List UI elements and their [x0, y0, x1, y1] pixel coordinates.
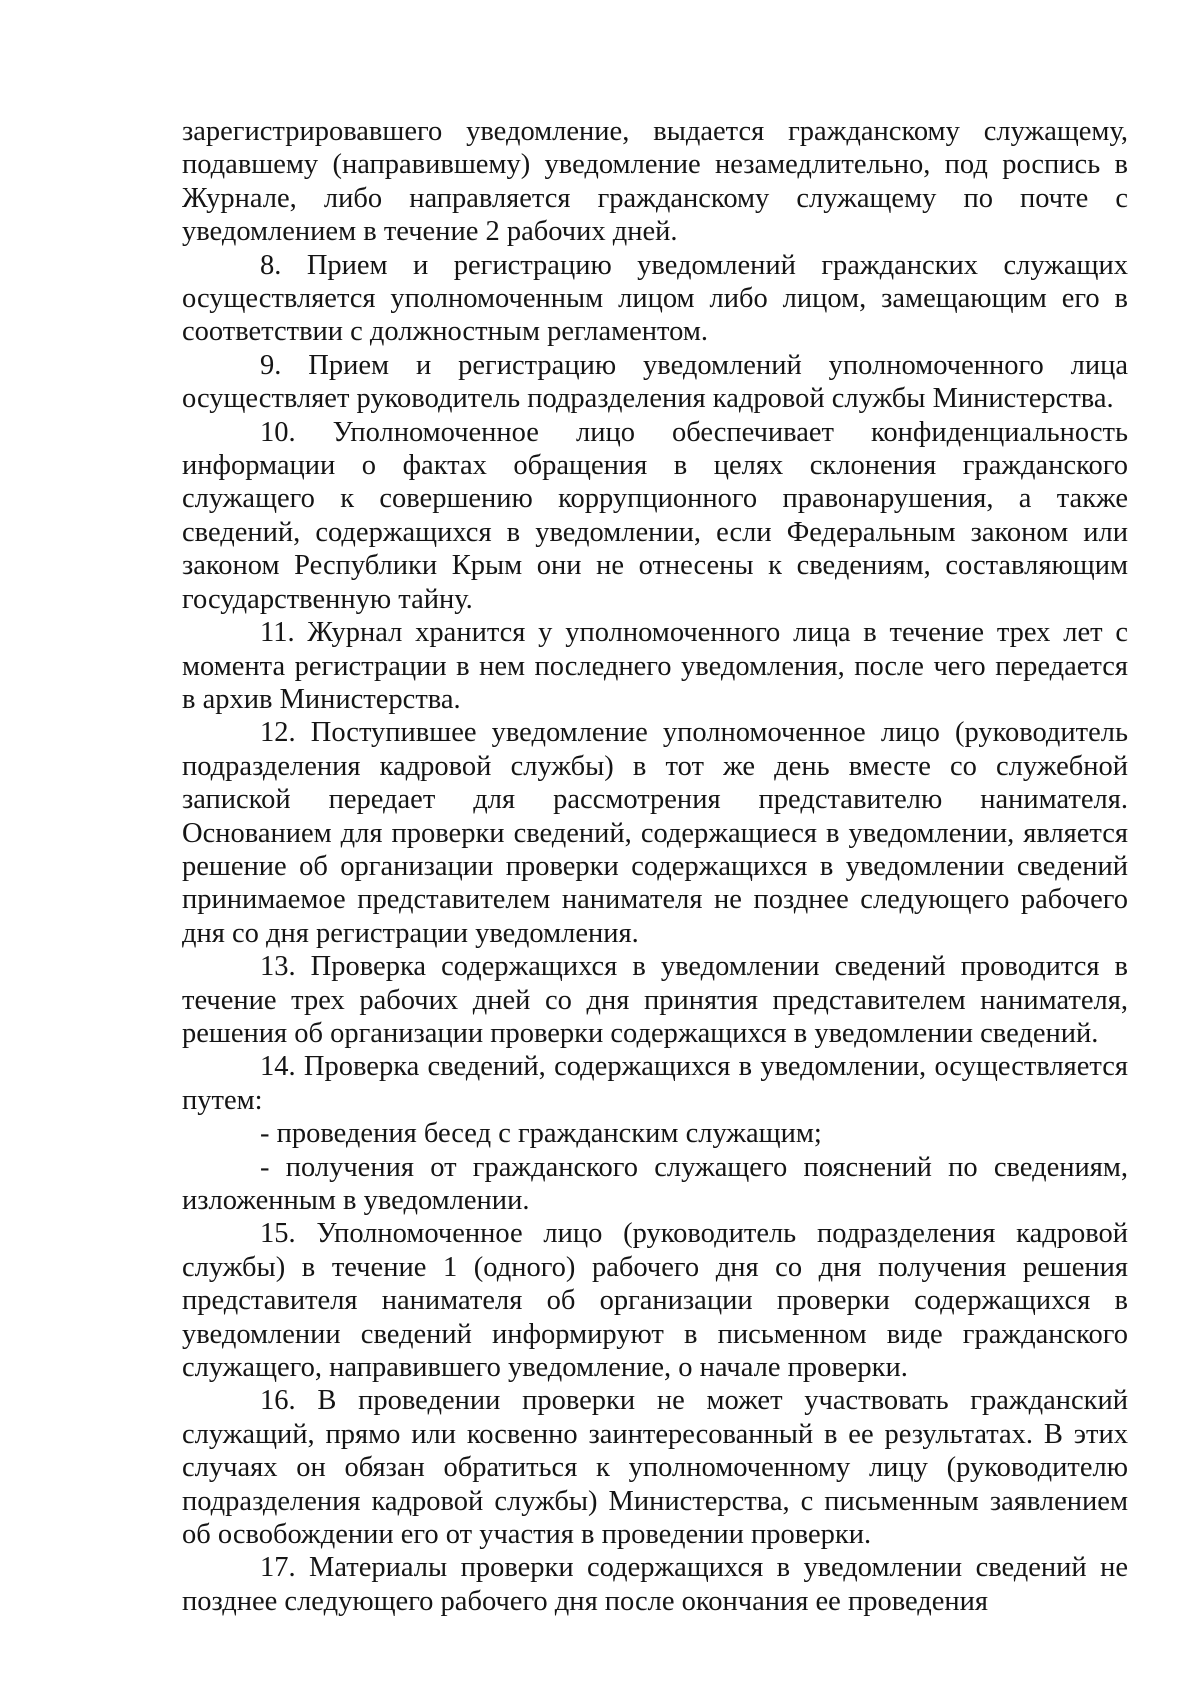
document-page: [182, 115, 1128, 1618]
paragraph-12: 12. Поступившее уведомление уполномоченное лицо (руководитель подразделения кадровой службы) в тот же день вместе со служебной запиской передает для рассмотрения представителю нанимателя. Основанием для проверки сведений, содержащиеся в уведомлении, является решение об организации проверки содержащихся в уведомлении сведений принимаемое представителем нанимателя не позднее следующего рабочего дня со дня регистрации уведомления.: [182, 717, 1128, 949]
list-item-explanations: - получения от гражданского служащего пояснений по сведениям, изложенным в уведомлении.: [182, 1151, 1128, 1216]
list-item-conversations: - проведения бесед с гражданским служащим;: [260, 1118, 822, 1150]
paragraph-10: 10. Уполномоченное лицо обеспечивает конфиденциальность информации о фактах обращения в целях склонения гражданского служащего к совершению коррупционного правонарушения, а также сведений, содержащихся в уведомлении, если Федеральным законом или законом Республики Крым они не отнесены к сведениям, составляющим государственную тайну.: [182, 416, 1128, 615]
paragraph-13: 13. Проверка содержащихся в уведомлении сведений проводится в течение трех рабочих дней со дня принятия представителем нанимателя, решения об организации проверки содержащихся в уведомлении сведений.: [182, 951, 1128, 1049]
paragraph-17: 17. Материалы проверки содержащихся в уведомлении сведений не позднее следующего рабочего дня после окончания ее проведения: [182, 1552, 1128, 1617]
paragraph-11: 11. Журнал хранится у уполномоченного лица в течение трех лет с момента регистрации в нем последнего уведомления, после чего передается в архив Министерства.: [182, 617, 1128, 715]
paragraph-8: 8. Прием и регистрацию уведомлений гражданских служащих осуществляется уполномоченным лицом либо лицом, замещающим его в соответствии с должностным регламентом.: [182, 249, 1128, 348]
paragraph-15: 15. Уполномоченное лицо (руководитель подразделения кадровой службы) в течение 1 (одного) рабочего дня со дня получения решения представителя нанимателя об организации проверки содержащихся в уведомлении сведений информируют в письменном виде гражданского служащего, направившего уведомление, о начале проверки.: [182, 1218, 1128, 1384]
paragraph-16: 16. В проведении проверки не может участвовать гражданский служащий, прямо или косвенно заинтересованный в ее результатах. В этих случаях он обязан обратиться к уполномоченному лицу (руководителю подразделения кадровой службы) Министерства, с письменным заявлением об освобождении его от участия в проведении проверки.: [182, 1385, 1128, 1551]
paragraph-9: 9. Прием и регистрацию уведомлений уполномоченного лица осуществляет руководитель подразделения кадровой службы Министерства.: [182, 349, 1128, 415]
paragraph-continuation: зарегистрировавшего уведомление, выдается гражданскому служащему, подавшему (направившему) уведомление незамедлительно, под роспись в Журнале, либо направляется гражданскому служащему по почте с уведомлением в течение 2 рабочих дней.: [182, 116, 1128, 248]
paragraph-14: 14. Проверка сведений, содержащихся в уведомлении, осуществляется путем:: [182, 1051, 1128, 1116]
